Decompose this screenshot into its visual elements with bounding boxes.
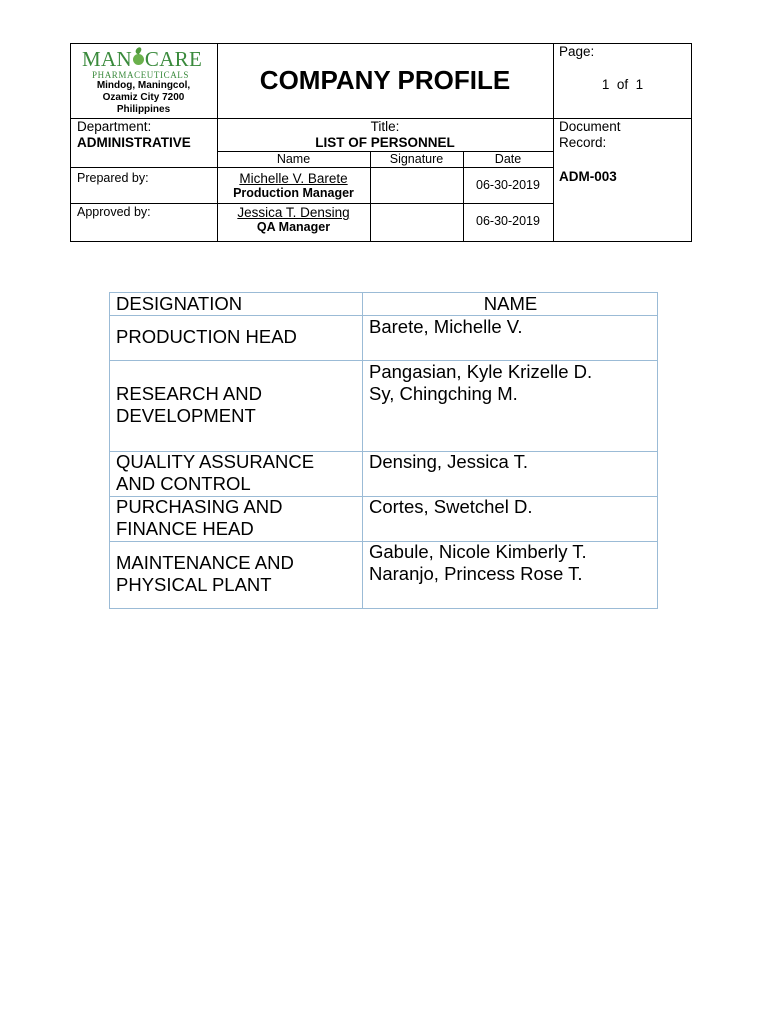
designation-line: PHYSICAL PLANT <box>116 574 272 595</box>
designation-line: QUALITY ASSURANCE <box>116 451 315 472</box>
personnel-table <box>109 292 658 609</box>
logo-subtitle: PHARMACEUTICALS <box>92 70 190 80</box>
name-line: Pangasian, Kyle Krizelle D. <box>369 361 593 382</box>
document-record-value: ADM-003 <box>559 169 617 184</box>
document-header-table <box>70 43 692 242</box>
prepared-date: 06-30-2019 <box>476 178 540 192</box>
title-label: Title: <box>370 119 400 134</box>
table-row-name: Densing, Jessica T. <box>369 451 529 472</box>
document-record-label-line: Record: <box>559 135 607 150</box>
designation-line: PURCHASING AND <box>116 496 283 517</box>
approved-date: 06-30-2019 <box>476 214 540 228</box>
table-row-designation <box>116 552 294 596</box>
designation-line: RESEARCH AND <box>116 383 262 404</box>
name-line: Sy, Chingching M. <box>369 383 518 404</box>
table-row-designation <box>116 496 283 540</box>
designation-line: DEVELOPMENT <box>116 405 256 426</box>
table-row-designation: PRODUCTION HEAD <box>116 326 297 347</box>
approved-by-label: Approved by: <box>77 205 151 219</box>
address-line: Philippines <box>116 104 171 115</box>
page-counter <box>554 77 691 93</box>
designation-line: AND CONTROL <box>116 473 251 494</box>
prepared-by-role: Production Manager <box>233 186 354 200</box>
designation-line: MAINTENANCE AND <box>116 552 294 573</box>
logo-text-part: CARE <box>144 47 203 71</box>
table-row-name: Barete, Michelle V. <box>369 316 523 337</box>
col-signature-header: Signature <box>389 152 444 166</box>
company-logo <box>70 43 217 118</box>
department-label: Department: <box>77 119 152 134</box>
page-of: of <box>616 77 629 92</box>
table-row-name <box>369 361 592 405</box>
page-number: 1 <box>601 77 610 92</box>
table-row-name: Cortes, Swetchel D. <box>369 496 533 517</box>
col-name-header: Name <box>276 152 311 166</box>
table-row-designation <box>116 383 262 427</box>
company-address <box>70 80 217 116</box>
leaf-icon <box>133 54 144 65</box>
table-row-name <box>369 541 587 585</box>
logo-text-part: MAN <box>82 47 132 71</box>
document-record-label-line: Document <box>559 119 621 134</box>
prepared-by-name: Michelle V. Barete <box>239 171 348 186</box>
address-line: Mindog, Maningcol, <box>96 80 191 91</box>
document-record-label <box>559 119 621 151</box>
table-row-designation <box>116 451 314 495</box>
name-line: Naranjo, Princess Rose T. <box>369 563 583 584</box>
department-value: ADMINISTRATIVE <box>77 135 191 150</box>
col-date-header: Date <box>494 152 522 166</box>
designation-line: FINANCE HEAD <box>116 518 254 539</box>
name-header: NAME <box>483 293 538 314</box>
address-line: Ozamiz City 7200 <box>102 92 185 103</box>
approved-by-role: QA Manager <box>256 220 331 234</box>
page-total: 1 <box>635 77 644 92</box>
approved-by-name: Jessica T. Densing <box>237 205 350 220</box>
logo-wordmark <box>82 48 202 70</box>
page-label: Page: <box>559 44 595 59</box>
document-title: COMPANY PROFILE <box>259 65 511 95</box>
designation-header: DESIGNATION <box>116 293 243 314</box>
name-line: Gabule, Nicole Kimberly T. <box>369 541 587 562</box>
title-value: LIST OF PERSONNEL <box>315 135 455 150</box>
prepared-by-label: Prepared by: <box>77 171 149 185</box>
